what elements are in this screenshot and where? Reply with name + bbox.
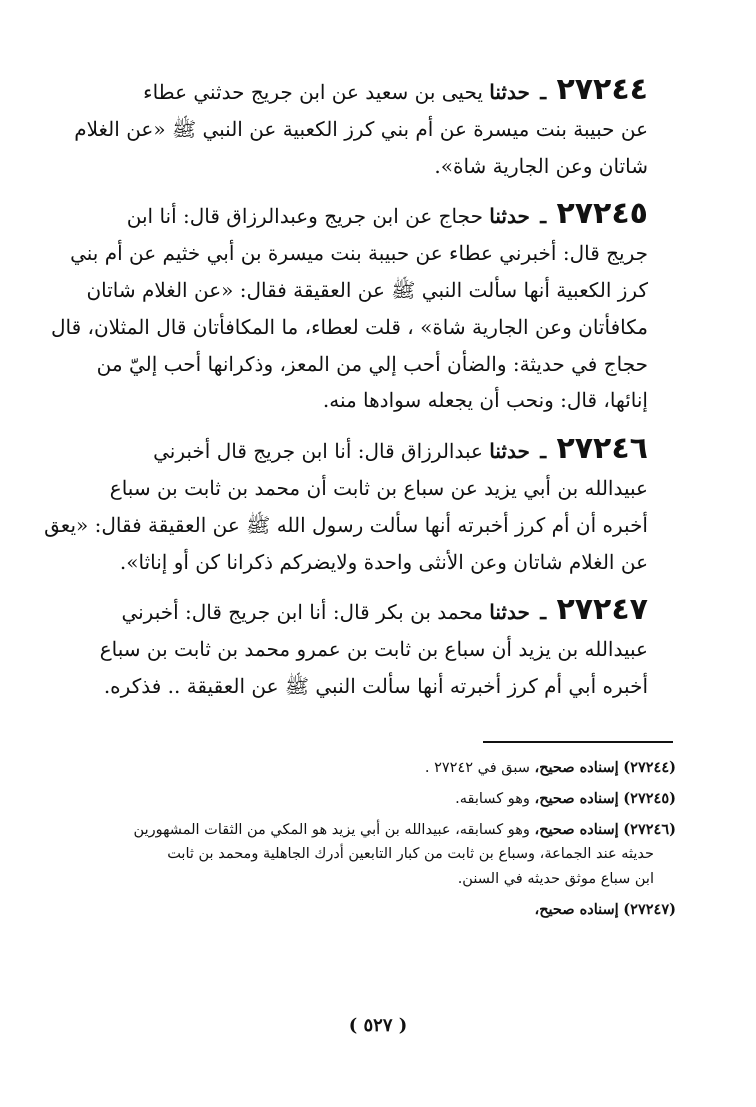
hadith-line: أخبره أن أم كرز أخبرته أنها سألت رسول الله ﷺ عن العقيقة فقال: «يعق <box>44 512 648 537</box>
hadith-27247 <box>99 592 648 704</box>
hadith-line: حجاج في حديثة: والضأن أحب إلي من المعز، وذكرانها أحب إليّ من <box>96 351 648 376</box>
footnote-text: حديثه عند الجماعة، وسباع بن ثابت من كبار التابعين أدرك الجاهلية ومحمد بن ثابت <box>167 846 654 863</box>
footnote-text: ابن سباع موثق حديثه في السنن. <box>457 871 654 888</box>
footnote-grade: إسناده صحيح، <box>534 759 619 776</box>
haddathana-word: حدثنا <box>489 204 530 229</box>
hadith-line: أخبره أبي أم كرز أخبرته أنها سألت النبي ﷺ عن العقيقة .. فذكره. <box>103 673 648 698</box>
hadith-line: يحيى بن سعيد عن ابن جريج حدثني عطاء <box>143 80 483 104</box>
hadith-line: عبدالرزاق قال: أنا ابن جريج قال أخبرني <box>153 439 483 464</box>
footnote-grade: إسناده صحيح، <box>534 900 619 918</box>
hadith-dash: ـ <box>540 439 547 464</box>
hadith-line: عن حبيبة بنت ميسرة عن أم بني كرز الكعبية عن النبي ﷺ «عن الغلام <box>74 116 648 141</box>
footnote-text: وهو كسابقه، عبيدالله بن أبي يزيد هو المكي من الثقات المشهورين <box>133 821 530 838</box>
footnote-ref: (٢٧٢٤٥) <box>623 789 676 807</box>
hadith-line: عبيدالله بن أبي يزيد عن سباع بن ثابت أن محمد بن ثابت بن سباع <box>109 475 648 500</box>
hadith-number: ٢٧٢٤٧ <box>556 592 648 628</box>
footnote-27245 <box>108 787 676 812</box>
hadith-line: إنائها، قال: ونحب أن يجعله سوادها منه. <box>322 388 648 413</box>
footnote-grade: إسناده صحيح، <box>534 789 619 807</box>
footnote-ref: (٢٧٢٤٦) <box>623 820 676 838</box>
hadith-dash: ـ <box>540 600 547 625</box>
haddathana-word: حدثنا <box>489 600 530 625</box>
footnote-27247 <box>108 898 676 923</box>
hadith-line: حجاج عن ابن جريج وعبدالرزاق قال: أنا ابن <box>126 204 483 229</box>
hadith-number: ٢٧٢٤٦ <box>556 431 648 467</box>
hadith-27244 <box>74 72 648 184</box>
hadith-first-line <box>108 431 648 470</box>
hadith-first-line <box>108 196 648 235</box>
hadith-first-line <box>108 72 648 111</box>
footnote-text: سبق في ٢٧٢٤٢ . <box>424 760 530 776</box>
footnote-text: وهو كسابقه. <box>455 790 530 807</box>
main-text <box>44 72 648 717</box>
hadith-dash: ـ <box>540 80 547 104</box>
hadith-dash: ـ <box>540 204 547 229</box>
hadith-line: مكافأتان وعن الجارية شاة» ، قلت لعطاء، ما المكافأتان قال المثلان، قال <box>50 314 648 339</box>
haddathana-word: حدثنا <box>489 439 530 464</box>
hadith-number: ٢٧٢٤٤ <box>556 72 648 107</box>
hadith-27246 <box>44 431 648 580</box>
hadith-line: عبيدالله بن يزيد أن سباع بن ثابت بن عمرو محمد بن ثابت بن سباع <box>99 637 648 662</box>
footnote-grade: إسناده صحيح، <box>534 820 619 838</box>
footnote-27246 <box>108 818 676 892</box>
footnote-divider <box>483 741 673 743</box>
hadith-line: عن الغلام شاتان وعن الأنثى واحدة ولايضركم ذكرانا كن أو إناثا». <box>119 549 648 574</box>
hadith-line: جريج قال: أخبرني عطاء عن حبيبة بنت ميسرة بن أبي خثيم عن أم بني <box>70 241 648 266</box>
footnote-ref: (٢٧٢٤٤) <box>623 759 676 776</box>
footnote-ref: (٢٧٢٤٧) <box>623 900 676 918</box>
hadith-number: ٢٧٢٤٥ <box>556 196 648 232</box>
page-number: ( ٥٢٧ ) <box>348 1015 408 1036</box>
hadith-line: شاتان وعن الجارية شاة». <box>434 153 648 178</box>
haddathana-word: حدثنا <box>489 80 530 104</box>
hadith-line: كرز الكعبية أنها سألت النبي ﷺ عن العقيقة فقال: «عن الغلام شاتان <box>86 277 648 302</box>
hadith-line: محمد بن بكر قال: أنا ابن جريج قال: أخبرني <box>121 600 483 625</box>
footnotes <box>108 756 676 929</box>
footnote-27244 <box>108 756 676 781</box>
hadith-first-line <box>108 592 648 631</box>
hadith-27245 <box>50 196 648 419</box>
